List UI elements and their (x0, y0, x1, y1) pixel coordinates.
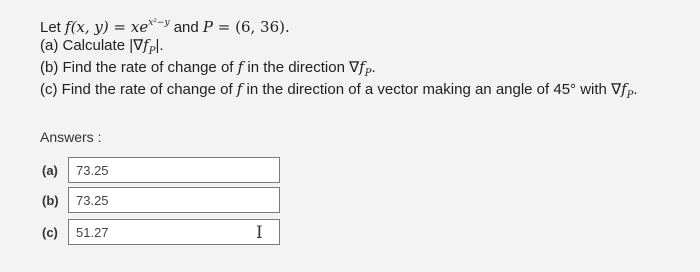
nabla-icon: ∇ (349, 58, 360, 76)
answer-input-b[interactable] (68, 187, 280, 213)
answer-row-b (42, 187, 109, 213)
part-b-end: . (371, 59, 376, 76)
point-variable: P (202, 18, 213, 36)
nabla-icon: ∇ (133, 36, 144, 54)
answer-input-c[interactable] (68, 219, 280, 245)
answers-heading: Answers : (40, 129, 102, 145)
nabla-icon: ∇ (611, 80, 622, 98)
point-value: = (6, 36). (213, 18, 290, 36)
answer-value-c: 51.27 (76, 225, 109, 240)
part-a-end: |. (155, 37, 164, 54)
answer-input-a[interactable] (68, 157, 280, 183)
answer-label-a: (a) (42, 162, 58, 178)
problem-line-function (40, 13, 690, 35)
function-exponent: x²−y (148, 18, 170, 28)
answer-row-a (42, 157, 109, 183)
part-a-text: (a) Calculate | (40, 37, 134, 54)
text-cursor-icon: I (256, 223, 263, 243)
let-text: Let (40, 19, 66, 36)
part-c-mid: in the direction of a vector making an angle of 45° with (242, 81, 612, 98)
part-c-question (40, 79, 690, 101)
part-b-question (40, 57, 690, 79)
equals-sign: = (108, 18, 131, 36)
part-b-text: (b) Find the rate of change of (40, 59, 238, 76)
answer-value-a: 73.25 (76, 163, 109, 178)
answer-row-c (42, 219, 263, 245)
part-c-end: . (633, 81, 638, 98)
part-a-question (40, 35, 690, 57)
part-c-text: (c) Find the rate of change of (40, 81, 237, 98)
f-symbol: f (237, 58, 244, 76)
f-symbol: f (359, 58, 365, 76)
function-name: f(x, y) (65, 18, 109, 36)
and-text: and (169, 19, 203, 36)
problem-statement (40, 13, 690, 101)
p-subscript: P (364, 68, 372, 79)
f-symbol: f (621, 80, 627, 98)
part-b-mid: in the direction (243, 59, 350, 76)
function-expression: xe (130, 18, 149, 36)
answer-label-c: (c) (42, 224, 58, 240)
p-subscript: P (626, 90, 634, 101)
p-subscript: P (148, 46, 156, 57)
answer-label-b: (b) (42, 192, 59, 208)
f-symbol: f (143, 36, 149, 54)
answer-value-b: 73.25 (76, 193, 109, 208)
f-symbol: f (236, 80, 243, 98)
